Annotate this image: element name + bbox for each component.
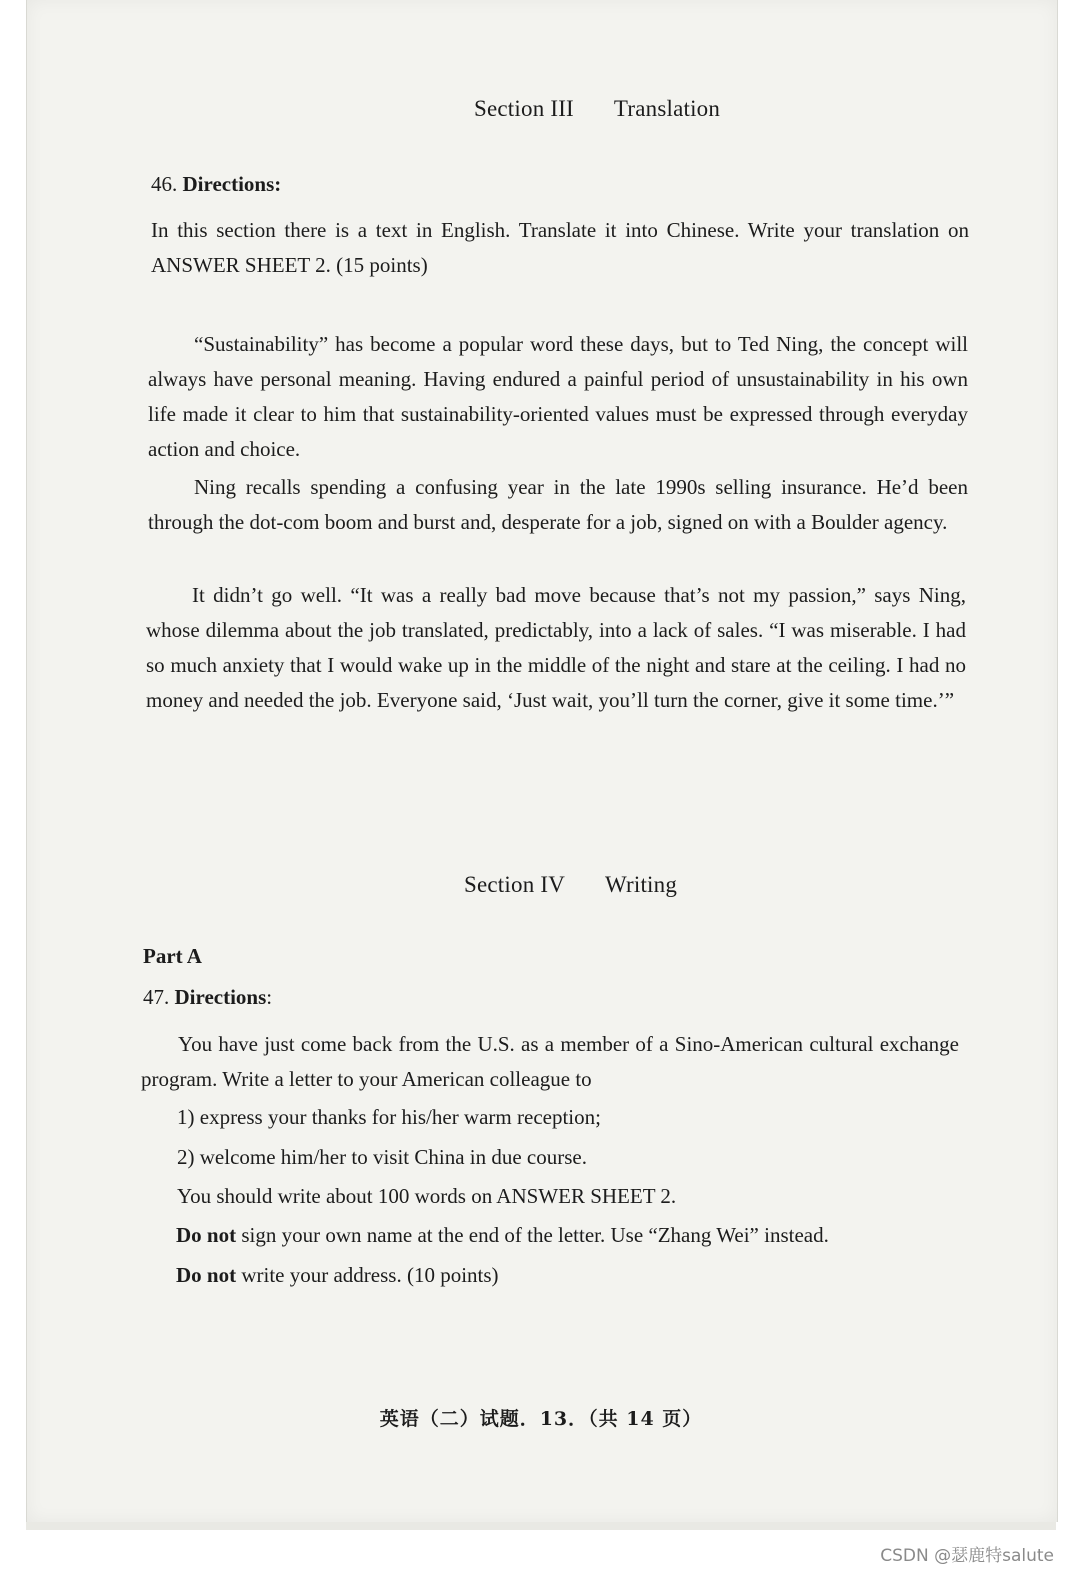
q47-do-not-sign-text: sign your own name at the end of the letter. Use “Zhang Wei” instead. — [236, 1223, 829, 1247]
q47-do-not-address-text: write your address. (10 points) — [236, 1263, 499, 1287]
q47-do-not-address — [176, 1263, 499, 1288]
section-3-label: Section III — [474, 96, 574, 121]
q46-paragraph-2: Ning recalls spending a confusing year in the late 1990s selling insurance. He’d been through the dot-com boom and burst and, desperate for a job, signed on with a Boulder agency. — [148, 475, 968, 534]
q46-instructions: In this section there is a text in English. Translate it into Chinese. Write your translation on ANSWER SHEET 2. (15 points) — [151, 218, 969, 277]
section-4-label: Section IV — [464, 872, 566, 897]
q46-directions-heading — [151, 172, 281, 197]
q46-paragraph-3: It didn’t go well. “It was a really bad move because that’s not my passion,” says Ning, whose dilemma about the job translated, predictably, into a lack of sales. “I was miserable. I had so much anxiety that I would wake up in the middle of the night and stare at the ceiling. I had no money and needed the job. Everyone said, ‘Just wait, you’ll turn the corner, give it some time.’” — [146, 583, 966, 712]
section-4-title: Writing — [605, 872, 678, 897]
q46-directions-label: Directions: — [182, 172, 282, 196]
q46-paragraph-1: “Sustainability” has become a popular word these days, but to Ted Ning, the concept will always have personal meaning. Having endured a painful period of unsustainability in his own life made it clear to him that sustainability-oriented values must be expressed through everyday action and choice. — [148, 332, 968, 461]
q47-directions-label: Directions — [174, 985, 267, 1009]
q47-do-not-sign-bold: Do not — [176, 1223, 237, 1247]
page-footer: 英语（二）试题．13．（共 14 页） — [379, 1408, 703, 1430]
q47-intro: You have just come back from the U.S. as a member of a Sino-American cultural exchange program. Write a letter to your American colleague to — [141, 1032, 959, 1091]
q47-do-not-address-bold: Do not — [176, 1263, 237, 1287]
q47-do-not-sign — [176, 1223, 829, 1248]
csdn-watermark: CSDN @瑟鹿特salute — [880, 1546, 1054, 1566]
part-a-label: Part A — [143, 944, 202, 968]
part-a-heading — [143, 944, 202, 969]
q47-number: 47. — [143, 985, 170, 1009]
q47-item-2: 2) welcome him/her to visit China in due course. — [177, 1145, 587, 1169]
q46-number: 46. — [151, 172, 178, 196]
section-4-heading — [464, 872, 677, 898]
q47-colon: : — [266, 985, 273, 1009]
section-3-heading — [474, 96, 720, 122]
q47-item-1: 1) express your thanks for his/her warm reception; — [177, 1105, 601, 1129]
q47-words-note: You should write about 100 words on ANSWER SHEET 2. — [177, 1184, 677, 1208]
q47-directions-heading — [143, 985, 272, 1010]
section-3-title: Translation — [613, 96, 721, 121]
